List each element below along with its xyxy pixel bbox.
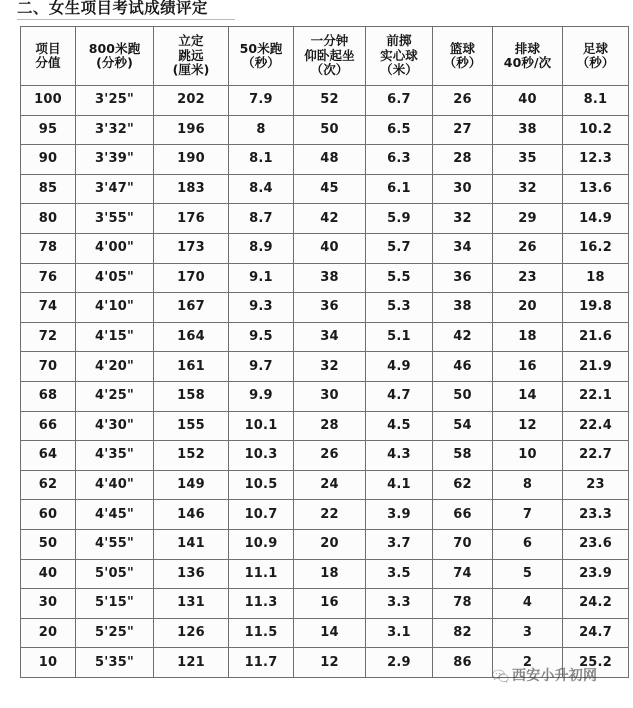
cell-run800: 3'55" [76,204,154,234]
cell-longjump: 136 [154,559,229,589]
cell-shotput: 5.3 [366,293,433,323]
cell-volleyball: 7 [493,500,563,530]
cell-run50: 9.1 [229,263,294,293]
cell-run800: 4'35" [76,441,154,471]
table-row [21,115,629,145]
cell-shotput: 4.5 [366,411,433,441]
table-row [21,648,629,678]
cell-football: 16.2 [563,233,629,263]
cell-shotput: 4.7 [366,381,433,411]
cell-longjump: 196 [154,115,229,145]
table-row [21,411,629,441]
cell-longjump: 146 [154,500,229,530]
cell-score: 60 [21,500,76,530]
column-header-line: 800米跑 [88,40,141,56]
cell-shotput: 5.1 [366,322,433,352]
cell-score: 72 [21,322,76,352]
cell-score: 76 [21,263,76,293]
cell-volleyball: 5 [493,559,563,589]
cell-score: 10 [21,648,76,678]
cell-basketball: 78 [433,589,493,619]
cell-situp: 30 [294,381,366,411]
cell-football: 25.2 [563,648,629,678]
column-header-line: 50米跑 [239,40,283,56]
cell-volleyball: 26 [493,233,563,263]
column-header-basketball [433,27,493,86]
cell-basketball: 38 [433,293,493,323]
cell-run800: 4'25" [76,381,154,411]
cell-run50: 11.7 [229,648,294,678]
column-header-line: 篮球 [449,40,476,56]
cell-basketball: 66 [433,500,493,530]
table-row [21,529,629,559]
cell-longjump: 170 [154,263,229,293]
column-header-longjump [154,27,229,86]
cell-score: 78 [21,233,76,263]
table-row [21,441,629,471]
table-row [21,470,629,500]
column-header-line: 立定 [178,33,204,49]
cell-situp: 12 [294,648,366,678]
table-row [21,500,629,530]
cell-situp: 34 [294,322,366,352]
cell-basketball: 28 [433,145,493,175]
cell-basketball: 27 [433,115,493,145]
cell-football: 14.9 [563,204,629,234]
cell-run50: 10.5 [229,470,294,500]
cell-football: 13.6 [563,174,629,204]
table-body [21,86,629,678]
cell-shotput: 3.3 [366,589,433,619]
cell-longjump: 173 [154,233,229,263]
cell-longjump: 126 [154,618,229,648]
cell-football: 22.7 [563,441,629,471]
cell-run800: 4'15" [76,322,154,352]
column-header-line: 仰卧起坐 [304,47,355,63]
column-header-line: 前掷 [386,33,412,49]
cell-score: 64 [21,441,76,471]
cell-shotput: 3.9 [366,500,433,530]
cell-volleyball: 40 [493,86,563,116]
cell-longjump: 141 [154,529,229,559]
watermark-label: 西安小升初网 [512,668,598,684]
female-events-score-table [20,26,629,678]
cell-run50: 10.7 [229,500,294,530]
cell-shotput: 5.7 [366,233,433,263]
cell-situp: 42 [294,204,366,234]
cell-run800: 5'35" [76,648,154,678]
cell-run50: 9.3 [229,293,294,323]
cell-score: 74 [21,293,76,323]
cell-run800: 4'10" [76,293,154,323]
cell-volleyball: 29 [493,204,563,234]
cell-situp: 28 [294,411,366,441]
column-header-score [21,27,76,86]
cell-football: 23 [563,470,629,500]
column-header-shotput [366,27,433,86]
cell-run800: 4'40" [76,470,154,500]
cell-situp: 14 [294,618,366,648]
table-row [21,589,629,619]
cell-score: 68 [21,381,76,411]
cell-football: 24.7 [563,618,629,648]
column-header-line: 实心球 [380,47,418,63]
cell-volleyball: 2 [493,648,563,678]
cell-volleyball: 23 [493,263,563,293]
cell-situp: 26 [294,441,366,471]
title-underline [17,19,235,20]
cell-shotput: 6.5 [366,115,433,145]
cell-run50: 8.9 [229,233,294,263]
cell-run50: 8 [229,115,294,145]
cell-volleyball: 20 [493,293,563,323]
cell-football: 21.9 [563,352,629,382]
column-header-line: （秒） [242,55,280,70]
header-row [21,27,629,86]
cell-run50: 7.9 [229,86,294,116]
cell-longjump: 164 [154,322,229,352]
table-row [21,86,629,116]
column-header-line: （秒） [443,55,482,70]
cell-basketball: 26 [433,86,493,116]
cell-football: 22.1 [563,381,629,411]
cell-score: 40 [21,559,76,589]
cell-shotput: 2.9 [366,648,433,678]
cell-score: 50 [21,529,76,559]
cell-situp: 36 [294,293,366,323]
cell-football: 18 [563,263,629,293]
cell-football: 21.6 [563,322,629,352]
cell-situp: 38 [294,263,366,293]
score-table-container [20,26,613,678]
column-header-line: （次） [310,62,349,78]
cell-shotput: 3.5 [366,559,433,589]
cell-shotput: 3.1 [366,618,433,648]
cell-shotput: 4.1 [366,470,433,500]
cell-football: 24.2 [563,589,629,619]
cell-basketball: 62 [433,470,493,500]
cell-volleyball: 4 [493,589,563,619]
cell-run800: 3'25" [76,86,154,116]
column-header-line: 排球 [514,40,541,56]
cell-volleyball: 6 [493,529,563,559]
cell-situp: 22 [294,500,366,530]
cell-longjump: 161 [154,352,229,382]
cell-run50: 11.3 [229,589,294,619]
cell-football: 22.4 [563,411,629,441]
cell-run800: 5'05" [76,559,154,589]
cell-score: 20 [21,618,76,648]
cell-run50: 10.9 [229,529,294,559]
cell-basketball: 34 [433,233,493,263]
cell-run50: 10.3 [229,441,294,471]
table-row [21,559,629,589]
cell-situp: 48 [294,145,366,175]
cell-longjump: 190 [154,145,229,175]
cell-longjump: 183 [154,174,229,204]
cell-run50: 11.5 [229,618,294,648]
cell-football: 8.1 [563,86,629,116]
cell-football: 12.3 [563,145,629,175]
table-row [21,174,629,204]
table-row [21,618,629,648]
cell-longjump: 155 [154,411,229,441]
cell-volleyball: 14 [493,381,563,411]
cell-situp: 16 [294,589,366,619]
cell-shotput: 5.5 [366,263,433,293]
cell-situp: 24 [294,470,366,500]
column-header-line: 项目 [35,40,61,56]
column-header-line: 一分钟 [310,33,349,49]
cell-football: 23.9 [563,559,629,589]
table-header [21,27,629,86]
cell-longjump: 149 [154,470,229,500]
cell-situp: 40 [294,233,366,263]
cell-shotput: 5.9 [366,204,433,234]
cell-shotput: 3.7 [366,529,433,559]
cell-run800: 4'30" [76,411,154,441]
cell-longjump: 176 [154,204,229,234]
cell-run800: 5'15" [76,589,154,619]
table-row [21,204,629,234]
cell-football: 23.3 [563,500,629,530]
cell-volleyball: 32 [493,174,563,204]
table-row [21,233,629,263]
cell-basketball: 86 [433,648,493,678]
table-row [21,293,629,323]
cell-score: 62 [21,470,76,500]
cell-longjump: 121 [154,648,229,678]
cell-volleyball: 8 [493,470,563,500]
cell-volleyball: 12 [493,411,563,441]
column-header-line: (分秒) [96,55,133,70]
cell-run800: 4'00" [76,233,154,263]
column-header-volleyball [493,27,563,86]
column-header-line: （米） [380,62,418,78]
cell-basketball: 54 [433,411,493,441]
cell-shotput: 6.3 [366,145,433,175]
cell-shotput: 6.7 [366,86,433,116]
cell-score: 70 [21,352,76,382]
cell-run50: 8.7 [229,204,294,234]
cell-longjump: 158 [154,381,229,411]
cell-shotput: 6.1 [366,174,433,204]
cell-situp: 45 [294,174,366,204]
cell-run50: 11.1 [229,559,294,589]
cell-run800: 5'25" [76,618,154,648]
table-row [21,322,629,352]
cell-run50: 10.1 [229,411,294,441]
cell-football: 19.8 [563,293,629,323]
cell-basketball: 82 [433,618,493,648]
cell-basketball: 70 [433,529,493,559]
cell-longjump: 152 [154,441,229,471]
column-header-football [563,27,629,86]
column-header-run800 [76,27,154,86]
cell-score: 90 [21,145,76,175]
cell-situp: 18 [294,559,366,589]
cell-volleyball: 35 [493,145,563,175]
cell-basketball: 36 [433,263,493,293]
column-header-line: （秒） [576,55,615,70]
cell-score: 80 [21,204,76,234]
cell-basketball: 50 [433,381,493,411]
cell-volleyball: 3 [493,618,563,648]
column-header-line: 分值 [35,55,61,70]
cell-run800: 3'39" [76,145,154,175]
column-header-situp [294,27,366,86]
cell-volleyball: 16 [493,352,563,382]
cell-basketball: 30 [433,174,493,204]
cell-football: 10.2 [563,115,629,145]
cell-football: 23.6 [563,529,629,559]
cell-basketball: 58 [433,441,493,471]
cell-basketball: 46 [433,352,493,382]
column-header-line: 足球 [582,40,609,56]
cell-volleyball: 18 [493,322,563,352]
cell-longjump: 131 [154,589,229,619]
cell-longjump: 202 [154,86,229,116]
cell-run800: 4'05" [76,263,154,293]
table-row [21,381,629,411]
cell-score: 85 [21,174,76,204]
cell-situp: 50 [294,115,366,145]
cell-volleyball: 38 [493,115,563,145]
cell-run50: 9.7 [229,352,294,382]
cell-shotput: 4.3 [366,441,433,471]
cell-run800: 3'32" [76,115,154,145]
cell-score: 30 [21,589,76,619]
cell-score: 100 [21,86,76,116]
cell-score: 66 [21,411,76,441]
cell-basketball: 32 [433,204,493,234]
cell-shotput: 4.9 [366,352,433,382]
cell-run50: 9.5 [229,322,294,352]
cell-run50: 8.1 [229,145,294,175]
cell-run800: 3'47" [76,174,154,204]
column-header-line: 40秒/次 [503,55,552,70]
cell-run800: 4'45" [76,500,154,530]
cell-situp: 52 [294,86,366,116]
cell-longjump: 167 [154,293,229,323]
column-header-line: 跳远 [178,47,204,63]
table-row [21,145,629,175]
cell-situp: 32 [294,352,366,382]
column-header-line: (厘米) [172,62,210,78]
cell-situp: 20 [294,529,366,559]
cell-run50: 9.9 [229,381,294,411]
table-row [21,352,629,382]
column-header-run50 [229,27,294,86]
page-title: 二、女生项目考试成绩评定 [17,0,208,17]
table-row [21,263,629,293]
cell-run50: 8.4 [229,174,294,204]
cell-volleyball: 10 [493,441,563,471]
cell-score: 95 [21,115,76,145]
cell-basketball: 42 [433,322,493,352]
cell-run800: 4'55" [76,529,154,559]
cell-run800: 4'20" [76,352,154,382]
cell-basketball: 74 [433,559,493,589]
